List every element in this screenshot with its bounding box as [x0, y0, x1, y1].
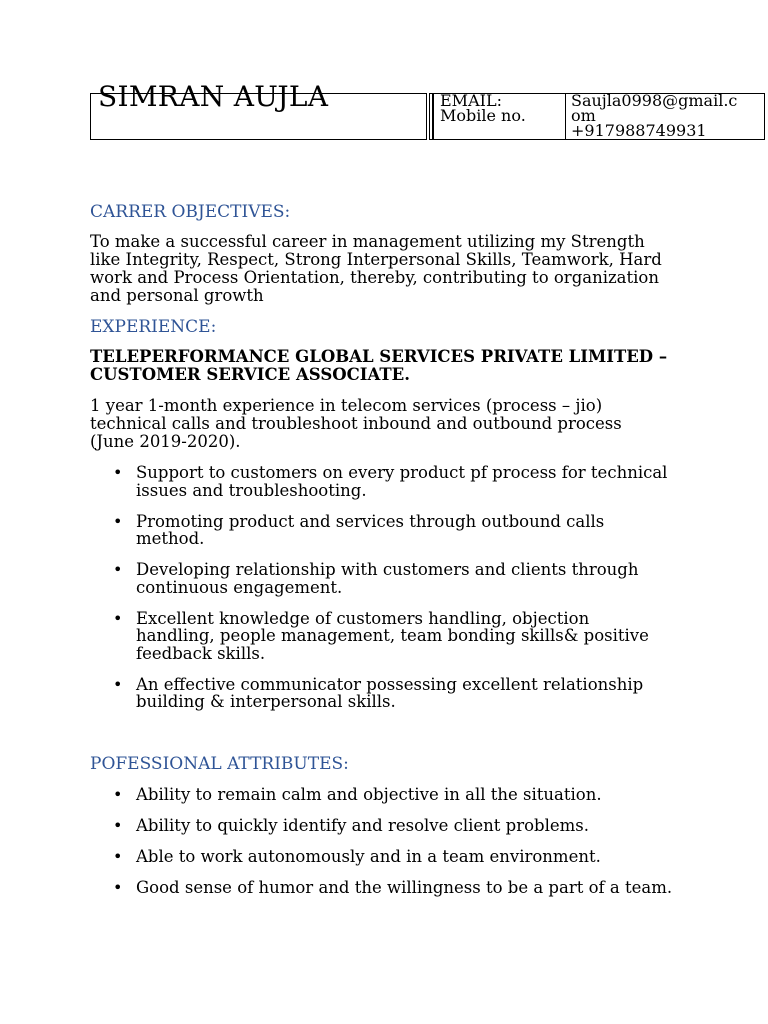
list-item [90, 676, 690, 711]
bullet-line: Promoting product and services through outbound calls [136, 511, 605, 531]
list-item [90, 513, 690, 548]
bullet-line: Good sense of humor and the willingness to be a part of a team. [136, 878, 673, 897]
attributes-bullet-list [90, 786, 690, 910]
bullet-line: handling, people management, team bonding skills& positive [136, 626, 649, 645]
mobile-label: Mobile no. [440, 106, 526, 125]
experience-summary-line: (June 2019-2020). [90, 432, 241, 451]
list-item [90, 786, 690, 804]
bullet-line: building & interpersonal skills. [136, 692, 396, 711]
bullet-icon: • [113, 511, 123, 531]
bullet-icon: • [113, 847, 123, 866]
bullet-line: Ability to remain calm and objective in all the situation. [136, 785, 602, 804]
list-item [90, 610, 690, 663]
experience-heading: EXPERIENCE: [90, 317, 217, 337]
list-item [90, 879, 690, 897]
list-item [90, 561, 690, 596]
objectives-line: and personal growth [90, 286, 264, 305]
company-title-line: TELEPERFORMANCE GLOBAL SERVICES PRIVATE LIMITED – [90, 347, 668, 366]
list-item [90, 817, 690, 835]
objectives-line: To make a successful career in management utilizing my Strength [90, 232, 645, 251]
objectives-heading: CARRER OBJECTIVES: [90, 202, 291, 222]
bullet-line: Ability to quickly identify and resolve client problems. [136, 816, 590, 835]
email-label: EMAIL: [440, 91, 502, 110]
bullet-icon: • [113, 674, 123, 694]
bullet-line: method. [136, 529, 205, 548]
bullet-icon: • [113, 878, 123, 897]
attributes-heading: POFESSIONAL ATTRIBUTES: [90, 754, 349, 774]
experience-summary [90, 397, 690, 451]
bullet-icon: • [113, 816, 123, 835]
bullet-icon: • [113, 560, 123, 579]
bullet-line: Support to customers on every product pf process for technical [136, 463, 668, 482]
bullet-icon: • [113, 608, 123, 628]
bullet-line: Excellent knowledge of customers handling, objection [136, 608, 590, 628]
objectives-line: work and Process Orientation, thereby, contributing to organization [90, 268, 659, 287]
bullet-line: An effective communicator possessing excellent relationship [136, 674, 644, 694]
bullet-icon: • [113, 785, 123, 804]
bullet-line: Able to work autonomously and in a team environment. [136, 847, 601, 866]
list-item [90, 848, 690, 866]
candidate-name: SIMRAN AUJLA [98, 80, 329, 113]
bullet-line: issues and troubleshooting. [136, 480, 367, 500]
company-title [90, 348, 690, 384]
email-value-line-2: om [571, 106, 596, 125]
edge-cell [764, 93, 768, 140]
mobile-value: +917988749931 [571, 121, 707, 140]
email-value-line-1: Saujla0998@gmail.c [571, 91, 738, 110]
list-item [90, 464, 690, 499]
experience-summary-line: technical calls and troubleshoot inbound and outbound process [90, 414, 622, 433]
objectives-line: like Integrity, Respect, Strong Interpersonal Skills, Teamwork, Hard [90, 250, 662, 269]
contact-header-table [90, 80, 768, 142]
bullet-line: feedback skills. [136, 643, 266, 663]
experience-bullet-list [90, 464, 690, 724]
company-title-line: CUSTOMER SERVICE ASSOCIATE. [90, 365, 410, 384]
objectives-paragraph [90, 233, 690, 305]
bullet-line: Developing relationship with customers and clients through [136, 560, 639, 579]
bullet-line: continuous engagement. [136, 577, 343, 597]
bullet-icon: • [113, 463, 123, 482]
experience-summary-line: 1 year 1-month experience in telecom services (process – jio) [90, 396, 603, 415]
